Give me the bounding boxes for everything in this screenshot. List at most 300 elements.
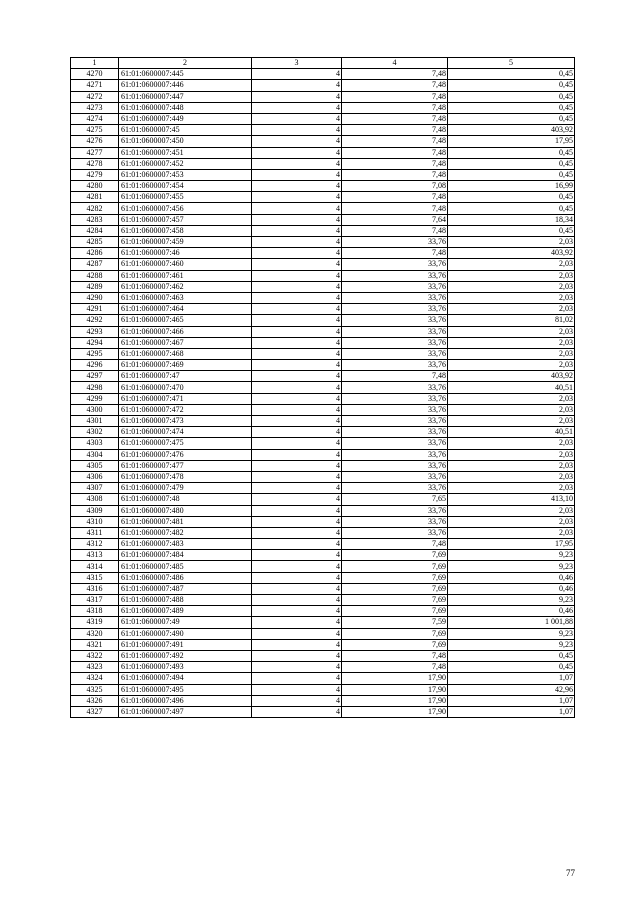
cadastral-number-cell: 61:01:0600007:490	[119, 628, 252, 639]
column-5-cell: 16,99	[448, 181, 575, 192]
column-4-cell: 33,76	[342, 326, 448, 337]
table-header	[71, 58, 575, 69]
column-4-cell: 7,48	[342, 113, 448, 124]
cadastral-number-cell: 61:01:0600007:451	[119, 147, 252, 158]
row-number-cell: 4308	[71, 494, 119, 505]
row-number-cell: 4316	[71, 583, 119, 594]
row-number-cell: 4270	[71, 69, 119, 80]
column-4-cell: 7,48	[342, 192, 448, 203]
table-row	[71, 169, 575, 180]
row-number-cell: 4315	[71, 572, 119, 583]
column-4-cell: 7,48	[342, 91, 448, 102]
column-4-cell: 7,48	[342, 80, 448, 91]
table-row	[71, 595, 575, 606]
row-number-cell: 4275	[71, 125, 119, 136]
row-number-cell: 4290	[71, 292, 119, 303]
cadastral-number-cell: 61:01:0600007:449	[119, 113, 252, 124]
column-4-cell: 7,69	[342, 561, 448, 572]
table-row	[71, 505, 575, 516]
row-number-cell: 4296	[71, 360, 119, 371]
table-row	[71, 662, 575, 673]
column-5-cell: 18,34	[448, 214, 575, 225]
data-table	[70, 57, 575, 718]
row-number-cell: 4325	[71, 684, 119, 695]
cadastral-number-cell: 61:01:0600007:478	[119, 471, 252, 482]
table-row	[71, 527, 575, 538]
row-number-cell: 4287	[71, 259, 119, 270]
column-5-cell: 2,03	[448, 259, 575, 270]
column-5-cell: 2,03	[448, 326, 575, 337]
column-5-cell: 40,51	[448, 427, 575, 438]
column-5-cell: 0,45	[448, 113, 575, 124]
column-3-cell: 4	[252, 650, 342, 661]
column-4-cell: 7,64	[342, 214, 448, 225]
row-number-cell: 4318	[71, 606, 119, 617]
column-4-cell: 7,65	[342, 494, 448, 505]
header-col-1: 1	[71, 58, 119, 69]
cadastral-number-cell: 61:01:0600007:48	[119, 494, 252, 505]
table-row	[71, 326, 575, 337]
column-3-cell: 4	[252, 270, 342, 281]
column-4-cell: 7,48	[342, 125, 448, 136]
column-3-cell: 4	[252, 237, 342, 248]
column-4-cell: 33,76	[342, 438, 448, 449]
column-4-cell: 7,48	[342, 650, 448, 661]
column-4-cell: 33,76	[342, 527, 448, 538]
table-row	[71, 360, 575, 371]
table-row	[71, 80, 575, 91]
table-row	[71, 292, 575, 303]
column-4-cell: 33,76	[342, 460, 448, 471]
column-4-cell: 7,48	[342, 102, 448, 113]
column-5-cell: 17,95	[448, 539, 575, 550]
column-5-cell: 9,23	[448, 595, 575, 606]
cadastral-number-cell: 61:01:0600007:476	[119, 449, 252, 460]
header-col-4: 4	[342, 58, 448, 69]
column-5-cell: 413,10	[448, 494, 575, 505]
table-row	[71, 259, 575, 270]
cadastral-number-cell: 61:01:0600007:486	[119, 572, 252, 583]
column-5-cell: 2,03	[448, 527, 575, 538]
header-col-5: 5	[448, 58, 575, 69]
column-4-cell: 7,48	[342, 539, 448, 550]
column-4-cell: 33,76	[342, 360, 448, 371]
column-3-cell: 4	[252, 516, 342, 527]
column-4-cell: 33,76	[342, 449, 448, 460]
column-3-cell: 4	[252, 203, 342, 214]
table-row	[71, 214, 575, 225]
column-4-cell: 7,48	[342, 169, 448, 180]
cadastral-number-cell: 61:01:0600007:497	[119, 706, 252, 717]
column-5-cell: 0,45	[448, 91, 575, 102]
table-row	[71, 494, 575, 505]
row-number-cell: 4309	[71, 505, 119, 516]
cadastral-number-cell: 61:01:0600007:491	[119, 639, 252, 650]
cadastral-number-cell: 61:01:0600007:493	[119, 662, 252, 673]
table-row	[71, 427, 575, 438]
table-row	[71, 404, 575, 415]
column-4-cell: 33,76	[342, 516, 448, 527]
column-5-cell: 2,03	[448, 438, 575, 449]
cadastral-number-cell: 61:01:0600007:487	[119, 583, 252, 594]
column-3-cell: 4	[252, 69, 342, 80]
column-4-cell: 7,48	[342, 225, 448, 236]
row-number-cell: 4310	[71, 516, 119, 527]
row-number-cell: 4327	[71, 706, 119, 717]
header-col-2: 2	[119, 58, 252, 69]
column-5-cell: 81,02	[448, 315, 575, 326]
row-number-cell: 4289	[71, 281, 119, 292]
cadastral-number-cell: 61:01:0600007:492	[119, 650, 252, 661]
table-row	[71, 583, 575, 594]
cadastral-number-cell: 61:01:0600007:479	[119, 483, 252, 494]
table-row	[71, 91, 575, 102]
header-row	[71, 58, 575, 69]
column-5-cell: 0,45	[448, 69, 575, 80]
column-5-cell: 1,07	[448, 706, 575, 717]
table-row	[71, 539, 575, 550]
column-4-cell: 7,48	[342, 69, 448, 80]
cadastral-number-cell: 61:01:0600007:488	[119, 595, 252, 606]
row-number-cell: 4321	[71, 639, 119, 650]
column-5-cell: 0,45	[448, 147, 575, 158]
row-number-cell: 4284	[71, 225, 119, 236]
column-4-cell: 17,90	[342, 706, 448, 717]
column-3-cell: 4	[252, 80, 342, 91]
column-3-cell: 4	[252, 113, 342, 124]
row-number-cell: 4319	[71, 617, 119, 628]
column-4-cell: 33,76	[342, 337, 448, 348]
row-number-cell: 4278	[71, 158, 119, 169]
column-5-cell: 2,03	[448, 237, 575, 248]
column-5-cell: 0,45	[448, 225, 575, 236]
cadastral-number-cell: 61:01:0600007:475	[119, 438, 252, 449]
cadastral-number-cell: 61:01:0600007:482	[119, 527, 252, 538]
cadastral-number-cell: 61:01:0600007:464	[119, 304, 252, 315]
column-3-cell: 4	[252, 304, 342, 315]
table-row	[71, 606, 575, 617]
column-5-cell: 2,03	[448, 337, 575, 348]
table-row	[71, 471, 575, 482]
row-number-cell: 4307	[71, 483, 119, 494]
cadastral-number-cell: 61:01:0600007:447	[119, 91, 252, 102]
column-3-cell: 4	[252, 695, 342, 706]
cadastral-number-cell: 61:01:0600007:465	[119, 315, 252, 326]
table-row	[71, 136, 575, 147]
cadastral-number-cell: 61:01:0600007:456	[119, 203, 252, 214]
cadastral-number-cell: 61:01:0600007:47	[119, 371, 252, 382]
table-row	[71, 337, 575, 348]
table-row	[71, 382, 575, 393]
row-number-cell: 4305	[71, 460, 119, 471]
column-5-cell: 403,92	[448, 248, 575, 259]
column-3-cell: 4	[252, 91, 342, 102]
column-5-cell: 0,45	[448, 662, 575, 673]
column-5-cell: 2,03	[448, 270, 575, 281]
table-row	[71, 270, 575, 281]
row-number-cell: 4320	[71, 628, 119, 639]
cadastral-number-cell: 61:01:0600007:471	[119, 393, 252, 404]
cadastral-number-cell: 61:01:0600007:466	[119, 326, 252, 337]
column-4-cell: 33,76	[342, 427, 448, 438]
column-3-cell: 4	[252, 595, 342, 606]
column-3-cell: 4	[252, 639, 342, 650]
column-5-cell: 2,03	[448, 449, 575, 460]
column-4-cell: 33,76	[342, 270, 448, 281]
row-number-cell: 4300	[71, 404, 119, 415]
column-4-cell: 7,69	[342, 606, 448, 617]
column-3-cell: 4	[252, 315, 342, 326]
column-5-cell: 2,03	[448, 516, 575, 527]
table-row	[71, 460, 575, 471]
column-3-cell: 4	[252, 248, 342, 259]
table-row	[71, 483, 575, 494]
cadastral-number-cell: 61:01:0600007:49	[119, 617, 252, 628]
column-3-cell: 4	[252, 214, 342, 225]
column-3-cell: 4	[252, 169, 342, 180]
column-3-cell: 4	[252, 617, 342, 628]
cadastral-number-cell: 61:01:0600007:457	[119, 214, 252, 225]
table-row	[71, 639, 575, 650]
column-5-cell: 2,03	[448, 360, 575, 371]
column-4-cell: 33,76	[342, 393, 448, 404]
column-4-cell: 17,90	[342, 695, 448, 706]
column-5-cell: 2,03	[448, 292, 575, 303]
cadastral-number-cell: 61:01:0600007:480	[119, 505, 252, 516]
column-4-cell: 33,76	[342, 281, 448, 292]
column-5-cell: 0,45	[448, 203, 575, 214]
table-row	[71, 516, 575, 527]
row-number-cell: 4279	[71, 169, 119, 180]
column-4-cell: 33,76	[342, 505, 448, 516]
table-row	[71, 673, 575, 684]
cadastral-number-cell: 61:01:0600007:45	[119, 125, 252, 136]
column-5-cell: 0,45	[448, 102, 575, 113]
column-5-cell: 9,23	[448, 561, 575, 572]
column-5-cell: 0,45	[448, 80, 575, 91]
cadastral-number-cell: 61:01:0600007:470	[119, 382, 252, 393]
column-5-cell: 2,03	[448, 404, 575, 415]
table-row	[71, 192, 575, 203]
table-row	[71, 684, 575, 695]
cadastral-number-cell: 61:01:0600007:453	[119, 169, 252, 180]
column-3-cell: 4	[252, 281, 342, 292]
row-number-cell: 4302	[71, 427, 119, 438]
cadastral-number-cell: 61:01:0600007:454	[119, 181, 252, 192]
column-5-cell: 403,92	[448, 125, 575, 136]
cadastral-number-cell: 61:01:0600007:445	[119, 69, 252, 80]
table-row	[71, 125, 575, 136]
column-4-cell: 33,76	[342, 471, 448, 482]
column-3-cell: 4	[252, 360, 342, 371]
column-3-cell: 4	[252, 337, 342, 348]
table-row	[71, 706, 575, 717]
row-number-cell: 4311	[71, 527, 119, 538]
cadastral-number-cell: 61:01:0600007:489	[119, 606, 252, 617]
column-4-cell: 17,90	[342, 673, 448, 684]
cadastral-number-cell: 61:01:0600007:463	[119, 292, 252, 303]
row-number-cell: 4313	[71, 550, 119, 561]
row-number-cell: 4288	[71, 270, 119, 281]
column-3-cell: 4	[252, 438, 342, 449]
row-number-cell: 4271	[71, 80, 119, 91]
column-3-cell: 4	[252, 460, 342, 471]
row-number-cell: 4324	[71, 673, 119, 684]
column-5-cell: 2,03	[448, 393, 575, 404]
cadastral-number-cell: 61:01:0600007:458	[119, 225, 252, 236]
row-number-cell: 4303	[71, 438, 119, 449]
cadastral-number-cell: 61:01:0600007:494	[119, 673, 252, 684]
column-3-cell: 4	[252, 393, 342, 404]
row-number-cell: 4281	[71, 192, 119, 203]
column-4-cell: 7,48	[342, 158, 448, 169]
column-3-cell: 4	[252, 706, 342, 717]
table-row	[71, 416, 575, 427]
row-number-cell: 4282	[71, 203, 119, 214]
row-number-cell: 4295	[71, 348, 119, 359]
column-4-cell: 7,59	[342, 617, 448, 628]
column-3-cell: 4	[252, 292, 342, 303]
table-row	[71, 695, 575, 706]
table-row	[71, 237, 575, 248]
table-row	[71, 225, 575, 236]
table-row	[71, 147, 575, 158]
row-number-cell: 4283	[71, 214, 119, 225]
table-row	[71, 348, 575, 359]
row-number-cell: 4312	[71, 539, 119, 550]
row-number-cell: 4326	[71, 695, 119, 706]
row-number-cell: 4304	[71, 449, 119, 460]
column-4-cell: 7,69	[342, 583, 448, 594]
cadastral-number-cell: 61:01:0600007:472	[119, 404, 252, 415]
row-number-cell: 4285	[71, 237, 119, 248]
column-5-cell: 9,23	[448, 550, 575, 561]
cadastral-number-cell: 61:01:0600007:446	[119, 80, 252, 91]
column-3-cell: 4	[252, 136, 342, 147]
column-3-cell: 4	[252, 561, 342, 572]
column-3-cell: 4	[252, 471, 342, 482]
table-row	[71, 628, 575, 639]
column-4-cell: 7,69	[342, 572, 448, 583]
table-row	[71, 304, 575, 315]
column-3-cell: 4	[252, 539, 342, 550]
cadastral-number-cell: 61:01:0600007:455	[119, 192, 252, 203]
row-number-cell: 4317	[71, 595, 119, 606]
column-5-cell: 403,92	[448, 371, 575, 382]
column-3-cell: 4	[252, 225, 342, 236]
column-5-cell: 1,07	[448, 695, 575, 706]
column-3-cell: 4	[252, 192, 342, 203]
column-3-cell: 4	[252, 181, 342, 192]
row-number-cell: 4298	[71, 382, 119, 393]
row-number-cell: 4276	[71, 136, 119, 147]
column-5-cell: 40,51	[448, 382, 575, 393]
table-row	[71, 113, 575, 124]
column-3-cell: 4	[252, 158, 342, 169]
column-3-cell: 4	[252, 505, 342, 516]
column-3-cell: 4	[252, 550, 342, 561]
column-4-cell: 7,69	[342, 639, 448, 650]
table-row	[71, 102, 575, 113]
table-row	[71, 69, 575, 80]
cadastral-number-cell: 61:01:0600007:459	[119, 237, 252, 248]
cadastral-number-cell: 61:01:0600007:452	[119, 158, 252, 169]
column-4-cell: 33,76	[342, 483, 448, 494]
table-row	[71, 371, 575, 382]
column-5-cell: 0,45	[448, 192, 575, 203]
column-5-cell: 0,45	[448, 158, 575, 169]
cadastral-number-cell: 61:01:0600007:450	[119, 136, 252, 147]
column-5-cell: 42,96	[448, 684, 575, 695]
column-5-cell: 2,03	[448, 416, 575, 427]
row-number-cell: 4293	[71, 326, 119, 337]
column-4-cell: 33,76	[342, 404, 448, 415]
cadastral-number-cell: 61:01:0600007:477	[119, 460, 252, 471]
cadastral-number-cell: 61:01:0600007:484	[119, 550, 252, 561]
column-4-cell: 33,76	[342, 348, 448, 359]
column-3-cell: 4	[252, 673, 342, 684]
column-4-cell: 33,76	[342, 416, 448, 427]
row-number-cell: 4292	[71, 315, 119, 326]
column-3-cell: 4	[252, 427, 342, 438]
cadastral-number-cell: 61:01:0600007:469	[119, 360, 252, 371]
column-5-cell: 2,03	[448, 471, 575, 482]
column-4-cell: 7,48	[342, 136, 448, 147]
column-4-cell: 7,69	[342, 595, 448, 606]
column-4-cell: 33,76	[342, 259, 448, 270]
row-number-cell: 4323	[71, 662, 119, 673]
column-3-cell: 4	[252, 449, 342, 460]
cadastral-number-cell: 61:01:0600007:485	[119, 561, 252, 572]
column-5-cell: 2,03	[448, 483, 575, 494]
cadastral-number-cell: 61:01:0600007:460	[119, 259, 252, 270]
row-number-cell: 4299	[71, 393, 119, 404]
column-5-cell: 17,95	[448, 136, 575, 147]
column-3-cell: 4	[252, 583, 342, 594]
column-3-cell: 4	[252, 102, 342, 113]
column-3-cell: 4	[252, 382, 342, 393]
column-5-cell: 1,07	[448, 673, 575, 684]
column-4-cell: 33,76	[342, 292, 448, 303]
header-col-3: 3	[252, 58, 342, 69]
column-4-cell: 17,90	[342, 684, 448, 695]
table-row	[71, 181, 575, 192]
column-3-cell: 4	[252, 259, 342, 270]
column-4-cell: 7,48	[342, 662, 448, 673]
column-3-cell: 4	[252, 628, 342, 639]
row-number-cell: 4306	[71, 471, 119, 482]
column-5-cell: 0,46	[448, 583, 575, 594]
cadastral-number-cell: 61:01:0600007:462	[119, 281, 252, 292]
column-3-cell: 4	[252, 527, 342, 538]
table-row	[71, 550, 575, 561]
cadastral-number-cell: 61:01:0600007:468	[119, 348, 252, 359]
column-3-cell: 4	[252, 404, 342, 415]
column-4-cell: 33,76	[342, 315, 448, 326]
row-number-cell: 4294	[71, 337, 119, 348]
column-4-cell: 7,69	[342, 550, 448, 561]
column-4-cell: 33,76	[342, 237, 448, 248]
row-number-cell: 4286	[71, 248, 119, 259]
row-number-cell: 4314	[71, 561, 119, 572]
page-number: 77	[566, 868, 575, 878]
cadastral-number-cell: 61:01:0600007:496	[119, 695, 252, 706]
row-number-cell: 4273	[71, 102, 119, 113]
row-number-cell: 4274	[71, 113, 119, 124]
column-3-cell: 4	[252, 371, 342, 382]
column-4-cell: 7,48	[342, 147, 448, 158]
column-4-cell: 7,48	[342, 248, 448, 259]
